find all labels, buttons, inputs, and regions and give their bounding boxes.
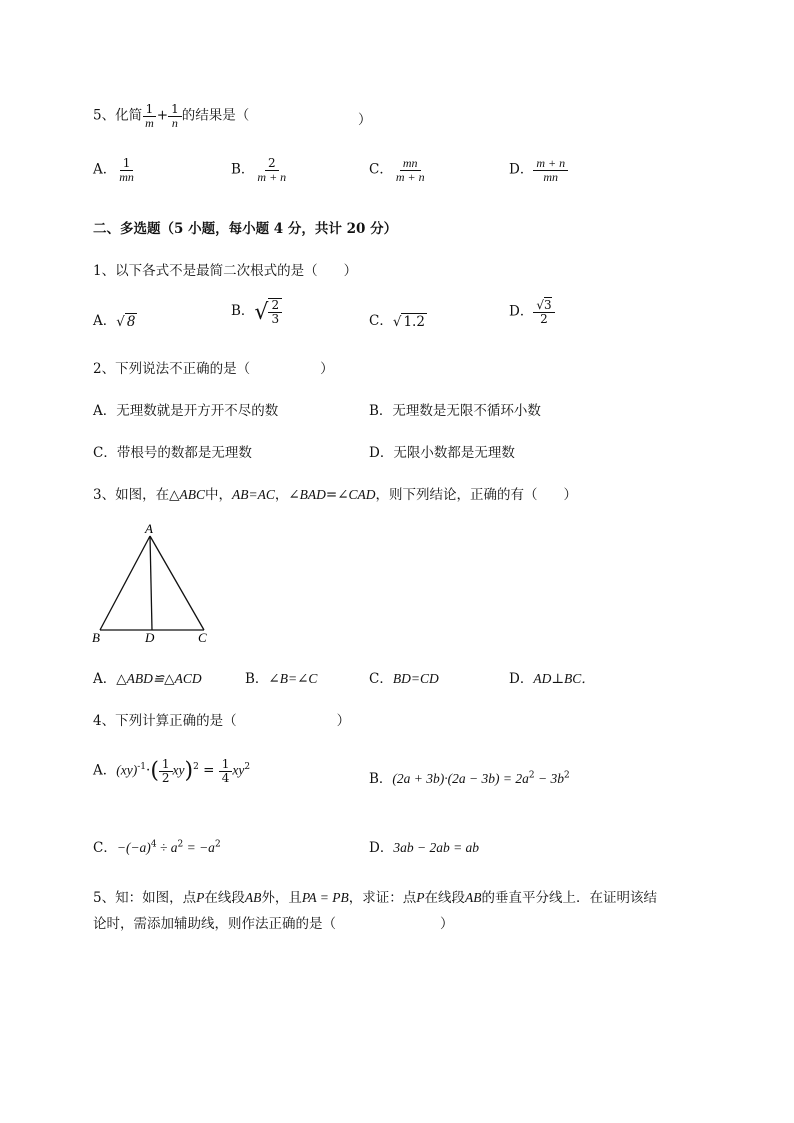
q5a-option-b: B． $\frac{2}{m + n}$	[231, 156, 287, 184]
q1-option-a: A． √ 8	[93, 313, 136, 330]
vertex-a-label: A	[145, 521, 153, 536]
vertex-c-label: C	[198, 630, 207, 645]
q5a-option-c: C． $\frac{mn}{m + n}$	[369, 156, 425, 184]
plus-sign: +	[156, 107, 169, 124]
q5a-stem	[93, 103, 249, 129]
q5b-line-1: 5、知：如图，点P在线段AB外，且PA = PB，求证：点P在线段AB的垂直平分线上．在证明该结	[93, 890, 657, 906]
vertex-b-label: B	[92, 630, 100, 645]
side-ac	[150, 536, 204, 630]
q3-option-b: B．∠B=∠C	[245, 671, 318, 687]
q3-option-c: C．BD=CD	[369, 671, 439, 687]
q4-option-a: A．(xy)$^{-1}$·( $\frac{1}{2}$ xy)$^2$ = $\frac{1}{4}$ $xy^2$	[93, 757, 251, 785]
q2-option-b: B．无理数是无限不循环小数	[369, 403, 541, 419]
q1-stem: 1、以下各式不是最简二次根式的是（ ）	[93, 263, 358, 279]
q1-option-b: B． √ $\frac{2}{3}$	[231, 298, 282, 325]
fraction-1-over-m: $\frac{1}{m}$	[142, 103, 157, 129]
q4-option-b: B．$(2a + 3b)\cdot(2a - 3b) = 2a^2 - 3b^2$	[369, 770, 570, 787]
segment-ad	[150, 536, 152, 630]
q4-stem: 4、下列计算正确的是（ ）	[93, 713, 351, 729]
q1-option-c: C． √ 1.2	[369, 313, 425, 330]
q1-option-d: D． $\frac{√3}{2}$	[509, 299, 555, 325]
q5a-option-a: A． $\frac{1}{mn}$	[93, 156, 134, 184]
triangle-figure	[90, 518, 220, 648]
q2-stem: 2、下列说法不正确的是（ ）	[93, 361, 334, 377]
q3-stem: 3、如图，在△ABC中，AB=AC，∠BAD=∠CAD，则下列结论，正确的有（ ）	[93, 487, 578, 503]
vertex-d-label: D	[145, 630, 155, 645]
q5a-close-paren: ）	[358, 112, 372, 128]
q4-option-c: C．$-(-a)^4 \div a^2 = -a^2$	[93, 839, 221, 856]
q5a-prefix: 5、化简	[93, 107, 143, 124]
q4-option-d: D．3ab − 2ab = ab	[369, 840, 480, 856]
q2-option-d: D．无限小数都是无理数	[369, 445, 515, 461]
q5b-line-2: 论时，需添加辅助线，则作法正确的是（ ）	[93, 916, 454, 932]
q3-option-a: A．△ABD≌△ACD	[93, 671, 202, 687]
fraction-1-over-n: $\frac{1}{n}$	[168, 103, 182, 129]
q3-option-d: D．AD⊥BC．	[509, 671, 595, 687]
q2-option-a: A．无理数就是开方开不尽的数	[93, 403, 279, 419]
section-title: 二、多选题（5 小题，每小题 4 分，共计 20 分）	[93, 221, 398, 237]
q2-option-c: C．带根号的数都是无理数	[93, 445, 252, 461]
q5a-suffix: 的结果是（	[181, 107, 250, 124]
side-ab	[100, 536, 150, 630]
q5a-option-d: D． $\frac{m + n}{mn}$	[509, 157, 568, 183]
